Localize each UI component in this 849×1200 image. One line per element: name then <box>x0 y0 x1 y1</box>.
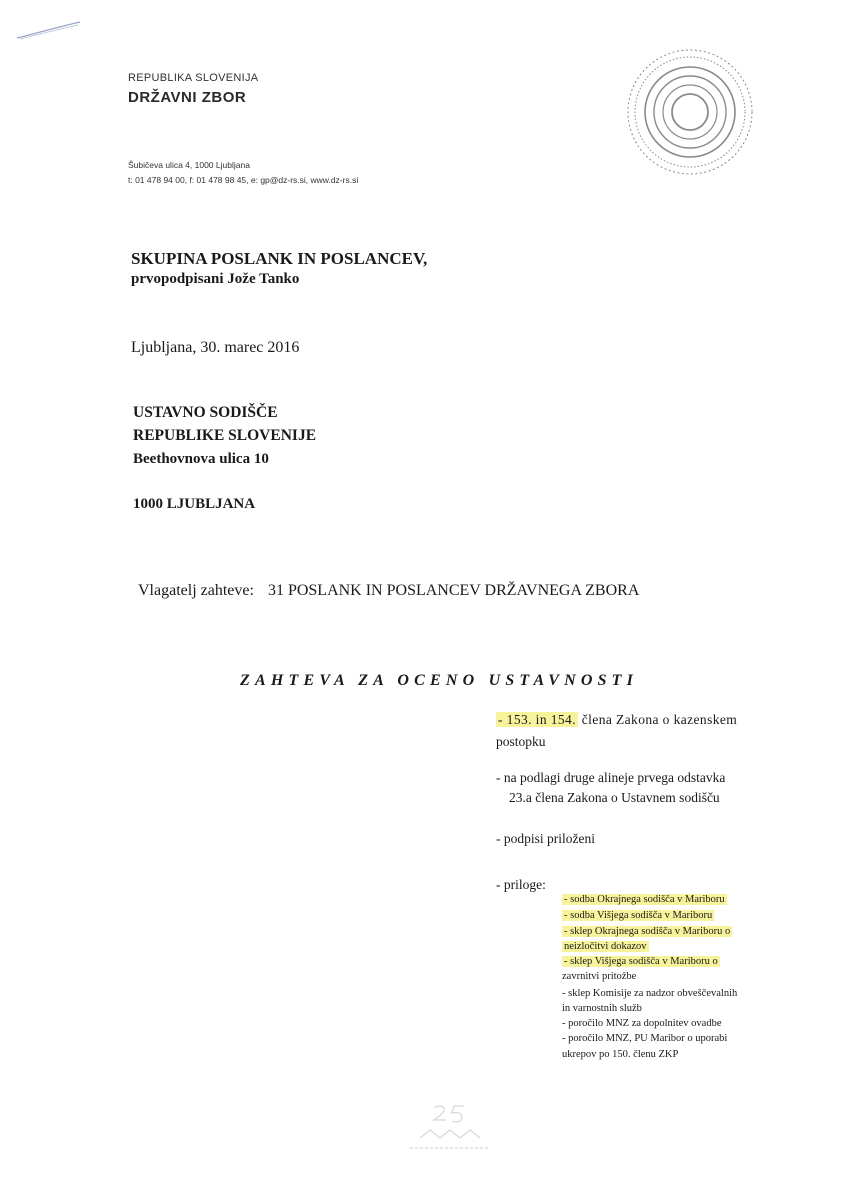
recipient-name: USTAVNO SODIŠČE <box>133 404 278 421</box>
item-legal-basis: - na podlagi druge alineje prvega odstavka <box>496 770 726 785</box>
recipient-name-line2: REPUBLIKE SLOVENIJE <box>133 427 317 444</box>
recipient-street: Beethovnova ulica 10 <box>133 451 269 467</box>
document-date: Ljubljana, 30. marec 2016 <box>131 339 300 356</box>
recipient-city: 1000 LJUBLJANA <box>133 496 256 512</box>
round-stamp-icon <box>605 40 765 180</box>
item-attachments-label: - priloge: <box>496 877 546 892</box>
attachment-item: - sklep Višjega sodišča v Mariboru o <box>564 956 718 967</box>
item-articles-rest: člena Zakona o kazenskem <box>577 712 738 727</box>
attachment-item: - poročilo MNZ, PU Maribor o uporabi <box>562 1033 728 1044</box>
sender-first-signatory: prvopodpisani Jože Tanko <box>131 271 300 287</box>
attachment-item-continuation: ukrepov po 150. členu ZKP <box>562 1049 679 1060</box>
applicant-label: Vlagatelj zahteve: <box>138 582 254 599</box>
org-contacts: t: 01 478 94 00, f: 01 478 98 45, e: gp@dz-rs.si, www.dz-rs.si <box>128 175 359 185</box>
item-legal-basis-line2: 23.a člena Zakona o Ustavnem sodišču <box>509 790 720 805</box>
org-country: REPUBLIKA SLOVENIJA <box>128 72 259 84</box>
attachment-item: - poročilo MNZ za dopolnitev ovadbe <box>562 1018 722 1029</box>
applicant-line <box>138 582 639 600</box>
attachment-item-continuation: zavrnitvi pritožbe <box>562 971 637 982</box>
document-title: ZAHTEVA ZA OCENO USTAVNOSTI <box>240 672 639 689</box>
item-articles <box>496 712 737 728</box>
attachment-item-continuation: in varnostnih služb <box>562 1003 642 1014</box>
attachment-item: - sodba Višjega sodišča v Mariboru <box>564 910 713 921</box>
attachment-item-continuation: neizločitvi dokazov <box>564 941 647 952</box>
item-articles-line2: postopku <box>496 734 546 749</box>
item-signatures: - podpisi priloženi <box>496 831 595 846</box>
corner-scribble-mark <box>14 18 84 42</box>
highlighted-articles: - 153. in 154. <box>498 712 576 727</box>
attachment-item: - sklep Komisije za nadzor obveščevalnih <box>562 988 738 999</box>
attachment-item: - sodba Okrajnega sodišča v Mariboru <box>564 894 725 905</box>
watermark-logo-icon <box>390 1100 510 1160</box>
attachment-item: - sklep Okrajnega sodišča v Mariboru o <box>564 926 731 937</box>
org-address: Šubičeva ulica 4, 1000 Ljubljana <box>128 160 250 170</box>
sender-group: SKUPINA POSLANK IN POSLANCEV, <box>131 249 428 268</box>
applicant-value: 31 POSLANK IN POSLANCEV DRŽAVNEGA ZBORA <box>267 582 640 599</box>
org-name: DRŽAVNI ZBOR <box>128 89 247 106</box>
